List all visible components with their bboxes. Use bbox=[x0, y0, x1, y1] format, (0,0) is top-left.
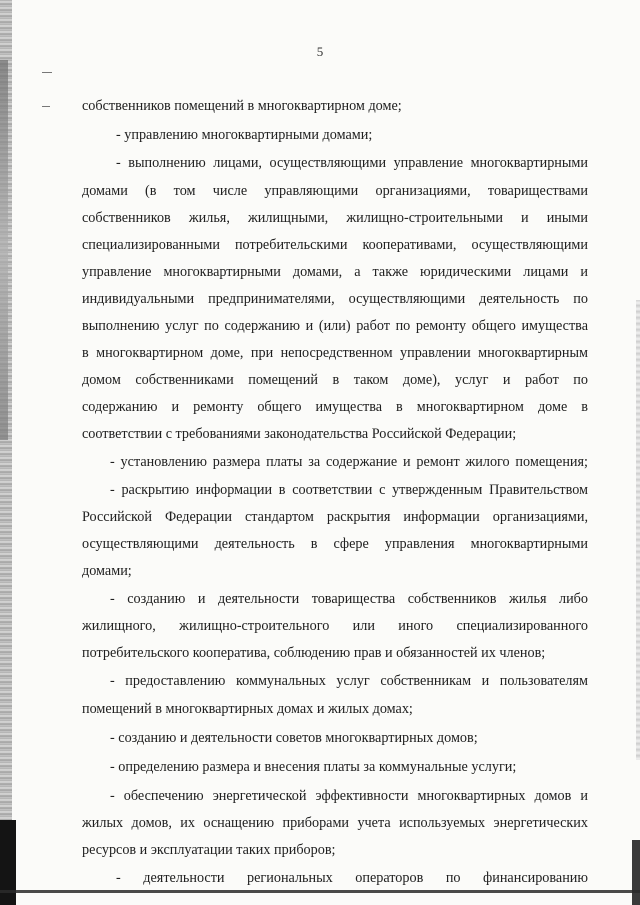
text-line: домом собственниками помещений в таком доме), услуг и работ по bbox=[82, 372, 588, 388]
text-line: индивидуальными предпринимателями, осуществляющими деятельность по bbox=[82, 291, 588, 307]
text-line: жилищного, жилищно-строительного или иного специализированного bbox=[82, 618, 588, 634]
stray-mark bbox=[42, 72, 52, 73]
page-number: 5 bbox=[316, 44, 324, 59]
scan-shadow-left bbox=[0, 60, 8, 440]
text-line: помещений в многоквартирных домах и жилых домах; bbox=[82, 701, 413, 717]
text-line: потребительского кооператива, соблюдению прав и обязанностей их членов; bbox=[82, 645, 546, 661]
text-line: в многоквартирном доме, при непосредственном управлении многоквартирным bbox=[82, 345, 588, 361]
text-line: - выполнению лицами, осуществляющими управление многоквартирными bbox=[116, 155, 588, 171]
text-line: выполнению услуг по содержанию и (или) работ по ремонту общего имущества bbox=[82, 318, 588, 334]
text-line: специализированными потребительскими кооперативами, осуществляющими bbox=[82, 237, 588, 253]
text-line: ресурсов и эксплуатации таких приборов; bbox=[82, 842, 336, 858]
stray-mark bbox=[42, 106, 50, 107]
text-line: домами; bbox=[82, 563, 132, 579]
text-line: жилых домов, их оснащению приборами учета используемых энергетических bbox=[82, 815, 588, 831]
text-line: - обеспечению энергетической эффективности многоквартирных домов и bbox=[110, 788, 588, 804]
text-line: содержанию и ремонту общего имущества в многоквартирном доме в bbox=[82, 399, 588, 415]
text-line: управление многоквартирными домами, а также юридическими лицами и bbox=[82, 264, 588, 280]
scan-edge-bottom bbox=[0, 890, 640, 893]
text-line: соответствии с требованиями законодательства Российской Федерации; bbox=[82, 426, 517, 442]
text-line: собственников помещений в многоквартирном доме; bbox=[82, 98, 402, 114]
text-line: - управлению многоквартирными домами; bbox=[116, 127, 373, 143]
scan-corner-bottom-right bbox=[632, 840, 640, 905]
text-line: - созданию и деятельности советов многоквартирных домов; bbox=[110, 730, 478, 746]
text-line: домами (в том числе управляющими организациями, товариществами bbox=[82, 183, 588, 199]
text-line: - раскрытию информации в соответствии с утвержденным Правительством bbox=[110, 482, 588, 498]
text-line: - определению размера и внесения платы за коммунальные услуги; bbox=[110, 759, 517, 775]
text-line: - деятельности региональных операторов по финансированию bbox=[116, 870, 588, 886]
text-line: Российской Федерации стандартом раскрытия информации организациями, bbox=[82, 509, 588, 525]
scan-edge-right bbox=[636, 300, 640, 760]
text-line: - установлению размера платы за содержание и ремонт жилого помещения; bbox=[110, 454, 588, 470]
text-line: осуществляющими деятельность в сфере управления многоквартирными bbox=[82, 536, 588, 552]
text-line: - предоставлению коммунальных услуг собственникам и пользователям bbox=[110, 673, 588, 689]
text-line: - созданию и деятельности товарищества собственников жилья либо bbox=[110, 591, 588, 607]
text-line: собственников жилья, жилищными, жилищно-строительными и иными bbox=[82, 210, 588, 226]
